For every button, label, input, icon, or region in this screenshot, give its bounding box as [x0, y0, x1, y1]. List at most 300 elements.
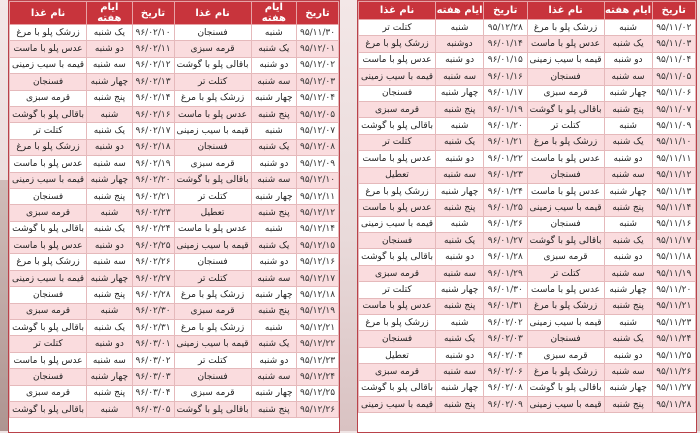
food-cell: قیمه با سیب زمینی	[174, 123, 251, 139]
date-cell: ۹۵/۱۲/۰۵	[297, 106, 339, 122]
day-cell: دوشنبه	[436, 36, 484, 52]
day-cell: دو شنبه	[436, 347, 484, 363]
day-cell: دو شنبه	[87, 238, 132, 254]
table-row	[10, 352, 339, 368]
menu-table-left	[9, 1, 339, 418]
table-row	[359, 265, 696, 281]
day-cell: شنبه	[251, 221, 296, 237]
table-row	[359, 36, 696, 52]
date-cell: ۹۵/۱۱/۰۹	[652, 118, 695, 134]
column-header-food: نام غذا	[527, 2, 604, 20]
food-cell: عدس پلو با ماست	[527, 151, 604, 167]
date-cell: ۹۵/۱۱/۰۷	[652, 101, 695, 117]
table-row	[10, 287, 339, 303]
date-cell: ۹۵/۱۱/۰۶	[652, 85, 695, 101]
table-row	[10, 270, 339, 286]
table-row	[359, 380, 696, 396]
day-cell: سه شنبه	[251, 270, 296, 286]
food-cell: باقالی پلو با گوشت	[10, 106, 87, 122]
food-cell: عدس پلو با ماست	[10, 352, 87, 368]
date-cell: ۹۶/۰۲/۱۶	[132, 106, 174, 122]
day-cell: پنج شنبه	[604, 298, 652, 314]
table-row	[359, 347, 696, 363]
food-cell: عدس پلو با ماست	[174, 106, 251, 122]
food-cell: قیمه با سیب زمینی	[10, 57, 87, 73]
day-cell: چهار شنبه	[436, 380, 484, 396]
column-header-date: تاریخ	[132, 2, 174, 25]
food-cell: قرمه سبزی	[10, 205, 87, 221]
table-row	[10, 74, 339, 90]
day-cell: چهار شنبه	[604, 85, 652, 101]
food-cell: کتلت تر	[359, 282, 436, 298]
date-cell: ۹۵/۱۱/۲۱	[652, 298, 695, 314]
date-cell: ۹۶/۰۱/۱۴	[484, 36, 527, 52]
table-header-row	[359, 2, 696, 20]
day-cell: شنبه	[436, 315, 484, 331]
food-cell: فسنجان	[174, 254, 251, 270]
column-header-food: نام غذا	[359, 2, 436, 20]
date-cell: ۹۶/۰۲/۰۶	[484, 364, 527, 380]
date-cell: ۹۵/۱۲/۱۷	[297, 270, 339, 286]
food-cell: عدس پلو با ماست	[359, 200, 436, 216]
date-cell: ۹۵/۱۱/۲۸	[652, 396, 695, 412]
food-cell: قیمه با سیب زمینی	[359, 396, 436, 412]
column-header-date: تاریخ	[297, 2, 339, 25]
column-header-date: تاریخ	[484, 2, 527, 20]
food-cell: فسنجان	[10, 369, 87, 385]
date-cell: ۹۵/۱۱/۰۵	[652, 69, 695, 85]
date-cell: ۹۶/۰۱/۲۹	[484, 265, 527, 281]
date-cell: ۹۵/۱۲/۱۵	[297, 238, 339, 254]
food-cell: باقالی پلو با گوشت	[174, 172, 251, 188]
day-cell: یک شنبه	[436, 134, 484, 150]
date-cell: ۹۵/۱۲/۲۲	[297, 336, 339, 352]
food-cell: زرشک پلو با مرغ	[174, 320, 251, 336]
food-cell: قرمه سبزی	[174, 156, 251, 172]
day-cell: شنبه	[604, 20, 652, 36]
food-cell: عدس پلو با ماست	[359, 298, 436, 314]
table-row	[10, 385, 339, 401]
date-cell: ۹۶/۰۲/۰۹	[484, 396, 527, 412]
food-cell: باقالی پلو با گوشت	[359, 380, 436, 396]
food-cell: عدس پلو با ماست	[527, 183, 604, 199]
table-row	[10, 172, 339, 188]
day-cell: دو شنبه	[251, 254, 296, 270]
day-cell: یک شنبه	[604, 134, 652, 150]
column-header-food: نام غذا	[174, 2, 251, 25]
table-row	[359, 101, 696, 117]
food-cell: قیمه با سیب زمینی	[174, 238, 251, 254]
date-cell: ۹۶/۰۱/۲۷	[484, 233, 527, 249]
day-cell: دو شنبه	[251, 156, 296, 172]
food-cell: فسنجان	[174, 25, 251, 41]
food-cell: زرشک پلو با مرغ	[359, 36, 436, 52]
food-cell: عدس پلو با ماست	[10, 238, 87, 254]
day-cell: پنج شنبه	[436, 298, 484, 314]
day-cell: دو شنبه	[251, 352, 296, 368]
table-row	[10, 57, 339, 73]
food-cell: زرشک پلو با مرغ	[10, 139, 87, 155]
table-row	[10, 303, 339, 319]
table-row	[10, 106, 339, 122]
food-cell: کتلت تر	[174, 270, 251, 286]
food-cell: قیمه با سیب زمینی	[527, 52, 604, 68]
food-cell: فسنجان	[359, 331, 436, 347]
food-cell: باقالی پلو با گوشت	[174, 57, 251, 73]
table-row	[359, 200, 696, 216]
food-cell: کتلت تر	[10, 123, 87, 139]
food-cell: عدس پلو با ماست	[10, 156, 87, 172]
day-cell: شنبه	[604, 216, 652, 232]
food-cell: کتلت تر	[174, 352, 251, 368]
date-cell: ۹۶/۰۲/۲۱	[132, 188, 174, 204]
day-cell: سه شنبه	[436, 167, 484, 183]
date-cell: ۹۶/۰۲/۱۱	[132, 41, 174, 57]
day-cell: پنج شنبه	[251, 401, 296, 417]
date-cell: ۹۵/۱۲/۰۷	[297, 123, 339, 139]
food-cell: قرمه سبزی	[359, 364, 436, 380]
day-cell: چهار شنبه	[87, 369, 132, 385]
food-cell: قیمه با سیب زمینی	[359, 216, 436, 232]
date-cell: ۹۵/۱۲/۰۸	[297, 139, 339, 155]
day-cell: یک شنبه	[251, 336, 296, 352]
date-cell: ۹۵/۱۲/۲۳	[297, 352, 339, 368]
date-cell: ۹۶/۰۳/۰۱	[132, 336, 174, 352]
date-cell: ۹۵/۱۱/۱۶	[652, 216, 695, 232]
date-cell: ۹۵/۱۲/۱۹	[297, 303, 339, 319]
food-cell: کتلت تر	[174, 74, 251, 90]
food-cell: فسنجان	[10, 74, 87, 90]
date-cell: ۹۶/۰۲/۱۴	[132, 90, 174, 106]
food-cell: تعطیل	[359, 347, 436, 363]
date-cell: ۹۶/۰۱/۲۴	[484, 183, 527, 199]
day-cell: چهار شنبه	[436, 183, 484, 199]
date-cell: ۹۶/۰۲/۳۱	[132, 320, 174, 336]
food-cell: باقالی پلو با گوشت	[10, 221, 87, 237]
food-cell: فسنجان	[174, 139, 251, 155]
date-cell: ۹۶/۰۲/۱۳	[132, 74, 174, 90]
date-cell: ۹۵/۱۲/۰۴	[297, 90, 339, 106]
date-cell: ۹۵/۱۱/۱۰	[652, 134, 695, 150]
date-cell: ۹۵/۱۱/۲۷	[652, 380, 695, 396]
table-row	[10, 238, 339, 254]
date-cell: ۹۶/۰۳/۰۵	[132, 401, 174, 417]
day-cell: چهار شنبه	[251, 287, 296, 303]
day-cell: سه شنبه	[251, 74, 296, 90]
date-cell: ۹۵/۱۲/۱۸	[297, 287, 339, 303]
food-cell: زرشک پلو با مرغ	[10, 254, 87, 270]
date-cell: ۹۶/۰۲/۰۴	[484, 347, 527, 363]
date-cell: ۹۶/۰۲/۱۷	[132, 123, 174, 139]
day-cell: یک شنبه	[87, 221, 132, 237]
food-cell: عدس پلو با ماست	[174, 221, 251, 237]
menu-table-right	[358, 1, 696, 413]
food-cell: قرمه سبزی	[10, 385, 87, 401]
date-cell: ۹۶/۰۲/۲۸	[132, 287, 174, 303]
table-row	[10, 90, 339, 106]
day-cell: شنبه	[87, 303, 132, 319]
date-cell: ۹۵/۱۱/۱۲	[652, 167, 695, 183]
day-cell: چهار شنبه	[604, 183, 652, 199]
food-cell: کتلت تر	[359, 134, 436, 150]
food-cell: قیمه با سیب زمینی	[527, 315, 604, 331]
column-header-date: تاریخ	[652, 2, 695, 20]
day-cell: سه شنبه	[436, 364, 484, 380]
day-cell: دو شنبه	[604, 347, 652, 363]
date-cell: ۹۶/۰۱/۲۶	[484, 216, 527, 232]
date-cell: ۹۶/۰۲/۰۳	[484, 331, 527, 347]
day-cell: پنج شنبه	[604, 101, 652, 117]
food-cell: عدس پلو با ماست	[527, 36, 604, 52]
day-cell: یک شنبه	[251, 238, 296, 254]
day-cell: سه شنبه	[436, 69, 484, 85]
day-cell: شنبه	[87, 401, 132, 417]
date-cell: ۹۵/۱۱/۱۱	[652, 151, 695, 167]
date-cell: ۹۵/۱۱/۱۴	[652, 200, 695, 216]
day-cell: دو شنبه	[604, 249, 652, 265]
food-cell: زرشک پلو با مرغ	[174, 90, 251, 106]
food-cell: باقالی پلو با گوشت	[174, 401, 251, 417]
date-cell: ۹۶/۰۳/۰۲	[132, 352, 174, 368]
food-cell: باقالی پلو با گوشت	[10, 401, 87, 417]
day-cell: چهار شنبه	[87, 270, 132, 286]
food-cell: باقالی پلو با گوشت	[527, 101, 604, 117]
day-cell: یک شنبه	[436, 331, 484, 347]
food-cell: عدس پلو با ماست	[10, 41, 87, 57]
day-cell: شنبه	[436, 20, 484, 36]
day-cell: یک شنبه	[87, 320, 132, 336]
day-cell: سه شنبه	[604, 265, 652, 281]
day-cell: شنبه	[436, 216, 484, 232]
food-cell: باقالی پلو با گوشت	[527, 233, 604, 249]
table-row	[10, 254, 339, 270]
food-cell: قرمه سبزی	[359, 101, 436, 117]
day-cell: چهار شنبه	[87, 74, 132, 90]
food-cell: باقالی پلو با گوشت	[10, 320, 87, 336]
date-cell: ۹۵/۱۲/۲۵	[297, 385, 339, 401]
day-cell: پنج شنبه	[87, 385, 132, 401]
food-cell: قیمه با سیب زمینی	[527, 200, 604, 216]
day-cell: چهار شنبه	[436, 85, 484, 101]
day-cell: شنبه	[251, 123, 296, 139]
date-cell: ۹۶/۰۱/۱۹	[484, 101, 527, 117]
column-header-day: ایام هفته	[436, 2, 484, 20]
day-cell: دو شنبه	[87, 139, 132, 155]
food-cell: قیمه با سیب زمینی	[10, 270, 87, 286]
table-row	[10, 369, 339, 385]
date-cell: ۹۶/۰۲/۲۰	[132, 172, 174, 188]
food-cell: عدس پلو با ماست	[359, 151, 436, 167]
day-cell: پنج شنبه	[251, 205, 296, 221]
table-row	[359, 396, 696, 412]
day-cell: شنبه	[87, 106, 132, 122]
date-cell: ۹۶/۰۲/۲۵	[132, 238, 174, 254]
day-cell: یک شنبه	[251, 41, 296, 57]
date-cell: ۹۵/۱۲/۰۲	[297, 57, 339, 73]
food-cell: قیمه با سیب زمینی	[359, 69, 436, 85]
day-cell: دو شنبه	[87, 336, 132, 352]
food-cell: کتلت تر	[10, 336, 87, 352]
food-cell: قرمه سبزی	[527, 347, 604, 363]
table-row	[359, 216, 696, 232]
date-cell: ۹۵/۱۱/۱۷	[652, 233, 695, 249]
table-row	[359, 364, 696, 380]
date-cell: ۹۶/۰۱/۳۱	[484, 298, 527, 314]
table-row	[10, 221, 339, 237]
day-cell: شنبه	[251, 320, 296, 336]
table-row	[359, 282, 696, 298]
food-cell: زرشک پلو با مرغ	[527, 298, 604, 314]
day-cell: شنبه	[251, 25, 296, 41]
date-cell: ۹۶/۰۲/۰۸	[484, 380, 527, 396]
date-cell: ۹۶/۰۲/۰۲	[484, 315, 527, 331]
day-cell: پنج شنبه	[87, 90, 132, 106]
food-cell: باقالی پلو با گوشت	[359, 118, 436, 134]
date-cell: ۹۵/۱۱/۰۲	[652, 20, 695, 36]
date-cell: ۹۶/۰۲/۱۰	[132, 25, 174, 41]
food-cell: باقالی پلو با گوشت	[359, 249, 436, 265]
day-cell: پنج شنبه	[436, 101, 484, 117]
date-cell: ۹۵/۱۲/۰۳	[297, 74, 339, 90]
date-cell: ۹۵/۱۲/۲۴	[297, 369, 339, 385]
food-cell: قرمه سبزی	[174, 303, 251, 319]
day-cell: سه شنبه	[87, 57, 132, 73]
food-cell: قرمه سبزی	[174, 385, 251, 401]
date-cell: ۹۵/۱۲/۱۴	[297, 221, 339, 237]
day-cell: دو شنبه	[604, 52, 652, 68]
day-cell: پنج شنبه	[251, 106, 296, 122]
table-row	[10, 205, 339, 221]
day-cell: یک شنبه	[604, 36, 652, 52]
table-row	[359, 233, 696, 249]
date-cell: ۹۶/۰۳/۰۴	[132, 385, 174, 401]
table-row	[10, 25, 339, 41]
date-cell: ۹۶/۰۲/۱۹	[132, 156, 174, 172]
date-cell: ۹۵/۱۲/۰۱	[297, 41, 339, 57]
day-cell: پنج شنبه	[251, 303, 296, 319]
date-cell: ۹۵/۱۱/۳۰	[297, 25, 339, 41]
day-cell: چهار شنبه	[251, 385, 296, 401]
food-cell: کتلت تر	[359, 20, 436, 36]
food-cell: فسنجان	[527, 216, 604, 232]
date-cell: ۹۵/۱۱/۱۸	[652, 249, 695, 265]
food-cell: قیمه با سیب زمینی	[174, 336, 251, 352]
date-cell: ۹۵/۱۲/۱۰	[297, 172, 339, 188]
date-cell: ۹۶/۰۲/۱۲	[132, 57, 174, 73]
day-cell: پنج شنبه	[436, 396, 484, 412]
day-cell: سه شنبه	[87, 156, 132, 172]
date-cell: ۹۵/۱۲/۲۱	[297, 320, 339, 336]
day-cell: دو شنبه	[251, 57, 296, 73]
date-cell: ۹۶/۰۱/۱۵	[484, 52, 527, 68]
date-cell: ۹۵/۱۲/۲۶	[297, 401, 339, 417]
table-row	[359, 249, 696, 265]
column-header-day: ایام هفته	[604, 2, 652, 20]
table-row	[10, 156, 339, 172]
day-cell: دو شنبه	[436, 151, 484, 167]
day-cell: یک شنبه	[436, 233, 484, 249]
date-cell: ۹۶/۰۲/۲۷	[132, 270, 174, 286]
date-cell: ۹۶/۰۲/۲۴	[132, 221, 174, 237]
food-cell: تعطیل	[174, 205, 251, 221]
day-cell: چهار شنبه	[436, 282, 484, 298]
table-row	[359, 69, 696, 85]
day-cell: یک شنبه	[604, 233, 652, 249]
food-cell: فسنجان	[359, 85, 436, 101]
date-cell: ۹۵/۱۱/۲۶	[652, 364, 695, 380]
food-cell: زرشک پلو با مرغ	[359, 315, 436, 331]
day-cell: یک شنبه	[87, 123, 132, 139]
date-cell: ۹۶/۰۱/۲۸	[484, 249, 527, 265]
date-cell: ۹۵/۱۱/۲۳	[652, 315, 695, 331]
food-cell: زرشک پلو با مرغ	[527, 364, 604, 380]
date-cell: ۹۵/۱۲/۱۶	[297, 254, 339, 270]
day-cell: سه شنبه	[87, 352, 132, 368]
date-cell: ۹۶/۰۲/۲۳	[132, 205, 174, 221]
day-cell: یک شنبه	[604, 331, 652, 347]
day-cell: سه شنبه	[604, 364, 652, 380]
table-row	[359, 85, 696, 101]
date-cell: ۹۵/۱۲/۰۹	[297, 156, 339, 172]
food-cell: زرشک پلو با مرغ	[10, 25, 87, 41]
table-row	[359, 52, 696, 68]
food-cell: قرمه سبزی	[174, 41, 251, 57]
date-cell: ۹۶/۰۲/۱۸	[132, 139, 174, 155]
column-header-day: ایام هفته	[87, 2, 132, 25]
date-cell: ۹۶/۰۱/۲۱	[484, 134, 527, 150]
day-cell: دو شنبه	[436, 249, 484, 265]
date-cell: ۹۶/۰۲/۳۰	[132, 303, 174, 319]
date-cell: ۹۵/۱۲/۱۲	[297, 205, 339, 221]
food-cell: زرشک پلو با مرغ	[174, 287, 251, 303]
day-cell: سه شنبه	[251, 172, 296, 188]
day-cell: شنبه	[87, 205, 132, 221]
date-cell: ۹۵/۱۱/۰۴	[652, 52, 695, 68]
day-cell: پنج شنبه	[604, 200, 652, 216]
day-cell: پنج شنبه	[604, 396, 652, 412]
day-cell: پنج شنبه	[436, 200, 484, 216]
date-cell: ۹۶/۰۱/۲۲	[484, 151, 527, 167]
date-cell: ۹۵/۱۲/۲۸	[484, 20, 527, 36]
food-cell: تعطیل	[359, 167, 436, 183]
food-cell: قرمه سبزی	[10, 90, 87, 106]
day-cell: دو شنبه	[87, 41, 132, 57]
food-cell: قیمه با سیب زمینی	[527, 396, 604, 412]
date-cell: ۹۶/۰۱/۱۷	[484, 85, 527, 101]
date-cell: ۹۶/۰۱/۲۰	[484, 118, 527, 134]
table-row	[359, 20, 696, 36]
day-cell: چهار شنبه	[251, 90, 296, 106]
food-cell: فسنجان	[359, 233, 436, 249]
table-row	[10, 188, 339, 204]
table-row	[359, 183, 696, 199]
food-cell: زرشک پلو با مرغ	[359, 183, 436, 199]
day-cell: یک شنبه	[87, 25, 132, 41]
food-cell: قرمه سبزی	[10, 303, 87, 319]
date-cell: ۹۵/۱۱/۲۰	[652, 282, 695, 298]
food-cell: کتلت تر	[174, 188, 251, 204]
food-cell: قرمه سبزی	[527, 249, 604, 265]
food-cell: زرشک پلو با مرغ	[527, 134, 604, 150]
day-cell: یک شنبه	[251, 139, 296, 155]
table-row	[359, 167, 696, 183]
food-cell: فسنجان	[527, 69, 604, 85]
food-cell: عدس پلو با ماست	[359, 52, 436, 68]
food-cell: قیمه با سیب زمینی	[10, 172, 87, 188]
date-cell: ۹۶/۰۱/۲۵	[484, 200, 527, 216]
day-cell: دو شنبه	[436, 52, 484, 68]
menu-panel-left	[8, 0, 340, 433]
